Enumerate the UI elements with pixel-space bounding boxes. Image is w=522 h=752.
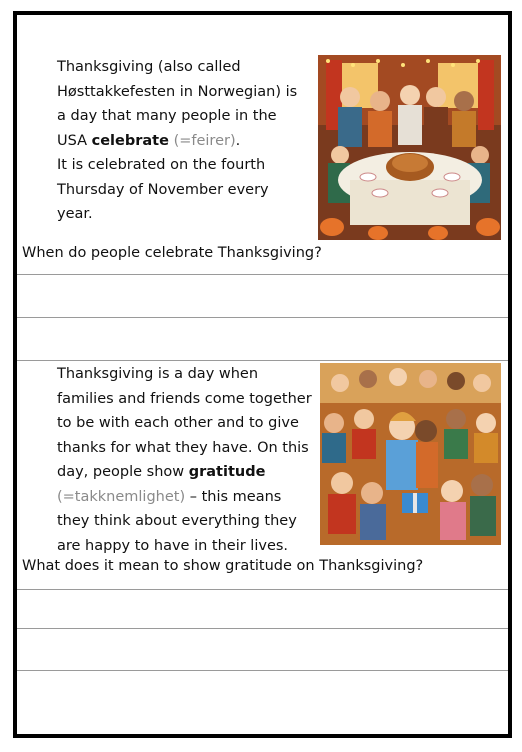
answer-line <box>17 360 508 361</box>
answer-line <box>17 317 508 318</box>
answer-line <box>17 274 508 275</box>
gloss-feirer: (=feirer) <box>173 132 236 149</box>
keyword-gratitude: gratitude <box>188 464 266 480</box>
friends-gathering-illustration <box>320 363 501 545</box>
answer-line <box>17 670 508 671</box>
intro-paragraph <box>57 55 307 153</box>
date-paragraph: It is celebrated on the fourth Thursday of November every year. <box>57 157 269 222</box>
gratitude-end: – this means they think about everything they are happy to have in their lives. <box>57 488 297 554</box>
intro-text: Thanksgiving (also called Høsttakkefesten in Norwegian) is a day that many people in the USA <box>57 59 298 149</box>
gratitude-paragraph <box>57 362 315 558</box>
keyword-celebrate: celebrate <box>91 132 169 149</box>
thanksgiving-dinner-illustration <box>318 55 501 240</box>
question-1: When do people celebrate Thanksgiving? <box>22 245 322 261</box>
gratitude-text: Thanksgiving is a day when families and friends come together to be with each other and to give thanks for what they have. On this day, people show <box>57 366 312 480</box>
answer-line <box>17 589 508 590</box>
intro-end: . <box>235 132 241 149</box>
answer-line <box>17 628 508 629</box>
question-2: What does it mean to show gratitude on Thanksgiving? <box>22 558 424 574</box>
gloss-takknemlighet: (=takknemlighet) <box>57 488 186 505</box>
